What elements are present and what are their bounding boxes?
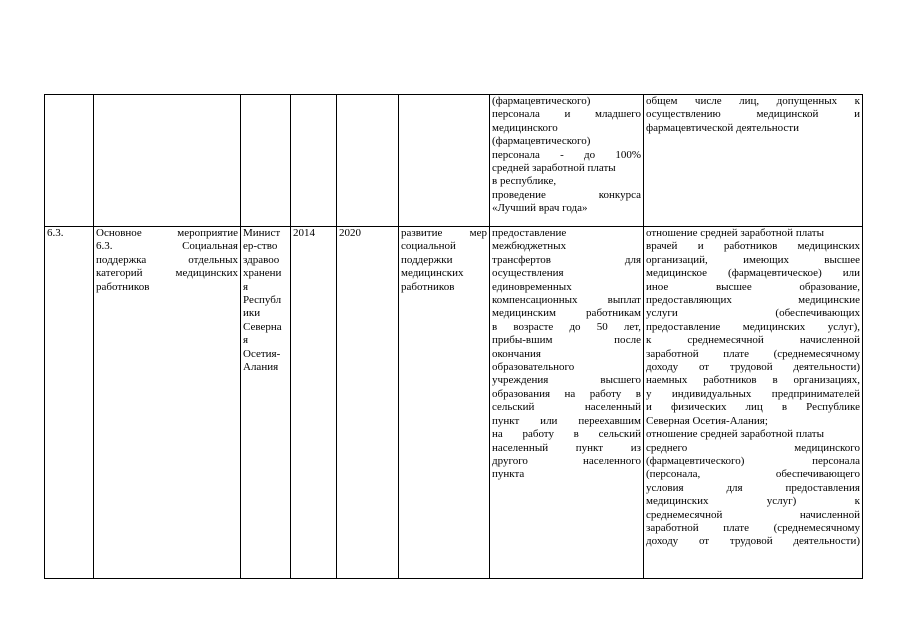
text-line: (фармацевтического) <box>492 95 591 107</box>
text-line: «Лучший врач года» <box>492 202 588 215</box>
text-line: в возрасте до 50 лет, <box>492 320 641 333</box>
text-line: я <box>243 280 249 293</box>
table-row <box>45 227 863 579</box>
text-line: общем числе лиц, допущенных к <box>646 95 860 107</box>
text-line: Основное мероприятие <box>96 227 238 239</box>
text-line: категорий медицинских <box>96 267 238 280</box>
text-line: осуществления <box>492 267 564 280</box>
text-line: доходу от трудовой деятельности) <box>646 361 860 374</box>
text-line: ики <box>243 307 261 320</box>
text-line: развитие мер <box>401 227 487 239</box>
text-line: здравоо <box>243 253 280 266</box>
text-line: (фармацевтического) персонала <box>646 454 860 467</box>
text-line: социальной <box>401 240 456 253</box>
executor-cell <box>241 227 291 579</box>
target-indicator-cell <box>644 227 863 579</box>
text-line: Республ <box>243 294 282 307</box>
text-line: образования на работу в <box>492 387 641 400</box>
text-line: Осетия- <box>243 347 281 360</box>
text-line: окончания <box>492 347 541 360</box>
text-line: среднемесячной начисленной <box>646 508 860 521</box>
text-line: я <box>243 334 249 347</box>
text-line: поддержки <box>401 253 453 266</box>
text-line: к среднемесячной начисленной <box>646 334 860 347</box>
text-line: медицинским работникам <box>492 307 641 320</box>
text-line: работников <box>401 280 455 293</box>
text-line: иное высшее образование, <box>646 280 860 293</box>
text-line: (персонала, обеспечивающего <box>646 468 860 481</box>
text-line: другого населенного <box>492 454 641 467</box>
text-line: образовательного <box>492 361 575 374</box>
text-line: у индивидуальных предпринимателей <box>646 387 860 400</box>
text-line: на работу в сельский <box>492 428 641 441</box>
row-number-cell: 6.3. <box>45 227 94 579</box>
text-line: предоставляющих медицинские <box>646 294 860 307</box>
text-line: населенный пункт из <box>492 441 641 454</box>
text-line: наемных работников в организациях, <box>646 374 860 387</box>
end-year-cell: 2020 <box>337 227 399 579</box>
text-line: Алания <box>243 361 279 374</box>
start-year-cell: 2014 <box>291 227 337 579</box>
text-line: проведение конкурса <box>492 188 641 201</box>
text-line: медицинского <box>492 121 558 134</box>
text-line: организаций, имеющих высшее <box>646 253 860 266</box>
text-line: медицинских услуг) к <box>646 495 860 508</box>
text-line: персонала - до 100% <box>492 148 641 161</box>
row-number-cell <box>45 95 94 227</box>
text-line: межбюджетных <box>492 240 567 253</box>
end-year-cell <box>337 95 399 227</box>
text-line: работников <box>96 280 150 293</box>
text-line: единовременных <box>492 280 572 293</box>
measure-description-cell <box>490 95 644 227</box>
text-line: отношение средней заработной платы <box>646 428 824 441</box>
text-line: в республике, <box>492 175 557 188</box>
text-line: прибы-вшим после <box>492 334 641 347</box>
text-line: Минист <box>243 227 281 239</box>
text-line: персонала и младшего <box>492 108 641 121</box>
text-line: Северная Осетия-Алания; <box>646 414 768 427</box>
measure-name-cell <box>94 95 241 227</box>
text-line: и физических лиц в Республике <box>646 401 860 414</box>
target-indicator-cell <box>644 95 863 227</box>
text-line: предоставление медицинских услуг), <box>646 320 860 333</box>
text-line: среднего медицинского <box>646 441 860 454</box>
measure-description-cell <box>490 227 644 579</box>
text-line: хранени <box>243 267 282 280</box>
text-line: средней заработной платы <box>492 162 616 175</box>
text-line: врачей и работников медицинских <box>646 240 860 253</box>
program-measures-table <box>44 94 863 579</box>
text-line: осуществлению медицинской и <box>646 108 860 121</box>
text-line: пункт или переехавшим <box>492 414 641 427</box>
text-line: фармацевтической деятельности <box>646 121 799 134</box>
text-line: ер-ство <box>243 240 278 253</box>
text-line: заработной плате (среднемесячному <box>646 521 860 534</box>
measure-name-cell <box>94 227 241 579</box>
text-line: заработной плате (среднемесячному <box>646 347 860 360</box>
text-line: медицинских <box>401 267 464 280</box>
text-line: услуги (обеспечивающих <box>646 307 860 320</box>
expected-result-cell <box>399 95 490 227</box>
text-line: условия для предоставления <box>646 481 860 494</box>
text-line: медицинское (фармацевтическое) или <box>646 267 860 280</box>
text-line: 6.3. Социальная <box>96 240 238 253</box>
text-line: поддержка отдельных <box>96 253 238 266</box>
text-line: компенсационных выплат <box>492 294 641 307</box>
expected-result-cell <box>399 227 490 579</box>
text-line: учреждения высшего <box>492 374 641 387</box>
text-line: (фармацевтического) <box>492 135 591 148</box>
text-line: предоставление <box>492 227 567 239</box>
text-line: доходу от трудовой деятельности) <box>646 535 860 548</box>
table-row <box>45 95 863 227</box>
text-line: сельский населенный <box>492 401 641 414</box>
executor-cell <box>241 95 291 227</box>
text-line: трансфертов для <box>492 253 641 266</box>
start-year-cell <box>291 95 337 227</box>
text-line: пункта <box>492 468 525 481</box>
text-line: Северна <box>243 320 282 333</box>
text-line: отношение средней заработной платы <box>646 227 824 239</box>
